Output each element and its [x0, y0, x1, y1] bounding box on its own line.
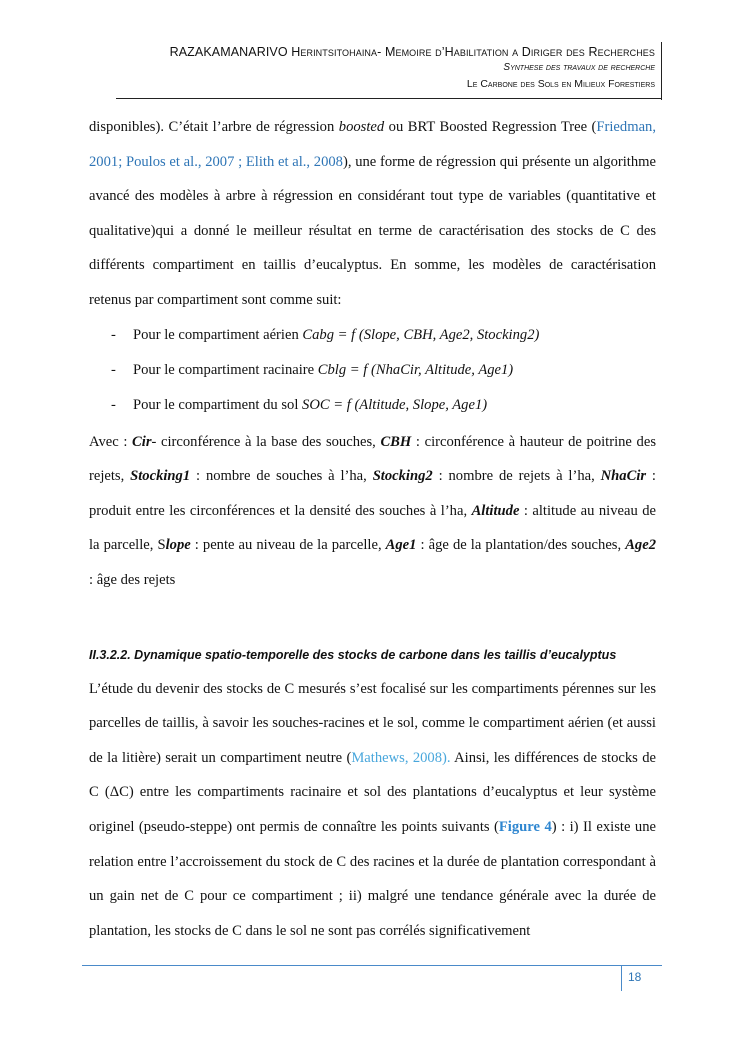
formula: Cblg = f (NhaCir, Altitude, Age1)	[317, 361, 514, 378]
page-body	[89, 110, 656, 948]
list-item: - Pour le compartiment du sol SOC = f (Altitude, Slope, Age1)	[111, 396, 488, 413]
footer-vertical-rule	[621, 965, 622, 991]
list-item: - Pour le compartiment aérien Cabg = f (Slope, CBH, Age2, Stocking2)	[111, 326, 540, 343]
paragraph-dynamics: L’étude du devenir des stocks de C mesurés s’est focalisé sur les compartiments pérennes sur les parcelles de taillis, à savoir les souches-racines et le sol, comme le compartiment aérien (et aussi de la litière) serait un compartiment neutre (Mathews, 2008). Ainsi, les différences de stocks de C (ΔC) entre les compartiments racinaire et sol des plantations d’eucalyptus et leur système originel (pseudo-steppe) ont permis de connaître les points suivants (Figure 4) : i) Il existe une relation entre l’accroissement du stock de C des racines et la durée de plantation correspondant à un gain net de C pour ce compartiment ; ii) malgré une tendance générale avec la durée de plantation, les stocks de C dans le sol ne sont pas corrélés significativement	[89, 680, 657, 939]
header-vertical-rule	[661, 42, 662, 100]
header-subtitle: Synthese des travaux de recherche	[503, 62, 655, 73]
list-item: - Pour le compartiment racinaire Cblg = f (NhaCir, Altitude, Age1)	[111, 361, 514, 378]
formula: SOC = f (Altitude, Slope, Age1)	[302, 396, 488, 413]
header-horizontal-rule	[116, 98, 661, 99]
paragraph-variable-legend: Avec : Cir- circonférence à la base des souches, CBH : circonférence à hauteur de poitrine des rejets, Stocking1 : nombre de souches à l’ha, Stocking2 : nombre de rejets à l’ha, NhaCir : produit entre les circonférences et la densité des souches à l’ha, Altitude : altitude au niveau de la parcelle, Slope : pente au niveau de la parcelle, Age1 : âge de la plantation/des souches, Age2 : âge des rejets	[89, 433, 657, 588]
figure-reference-link[interactable]: Figure 4	[498, 818, 552, 835]
citation-link[interactable]: Mathews, 2008).	[351, 749, 451, 766]
citation-link[interactable]: Friedman, 2001; Poulos et al., 2007 ; Elith et al., 2008	[89, 119, 656, 170]
header-topic: Le Carbone des Sols en Milieux Forestiers	[466, 78, 655, 90]
footer-rule	[82, 965, 662, 966]
header-title: RAZAKAMANARIVO Herintsitohaina- Memoire d’Habilitation a Diriger des Recherches	[169, 45, 655, 59]
running-header	[170, 44, 655, 92]
section-heading: II.3.2.2. Dynamique spatio-temporelle des stocks de carbone dans les taillis d’eucalyptus	[89, 647, 617, 662]
formula: Cabg = f (Slope, CBH, Age2, Stocking2)	[302, 326, 540, 343]
paragraph-models: disponibles). C’était l’arbre de régression boosted ou BRT Boosted Regression Tree (Friedman, 2001; Poulos et al., 2007 ; Elith et al., 2008), une forme de régression qui présente un algorithme avancé des modèles à arbre à régression en considérant tout type de variables (quantitative et qualitative)qui a donné le meilleur résultat en terme de caractérisation des stocks de C des différents compartiment en taillis d’eucalyptus. En somme, les modèles de caractérisation retenus par compartiment sont comme suit:	[89, 119, 656, 308]
page-number: 18	[628, 970, 642, 984]
model-list	[89, 318, 656, 423]
